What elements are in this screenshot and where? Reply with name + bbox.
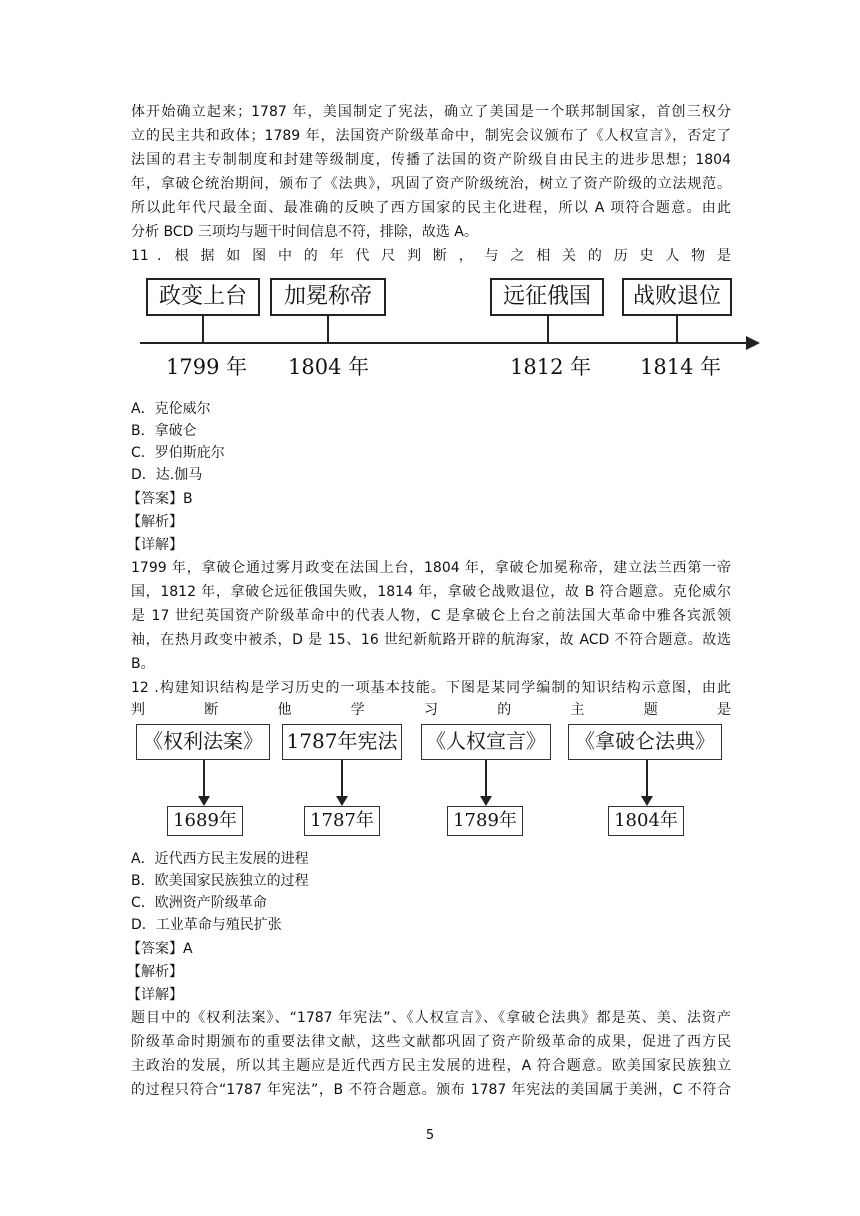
text-line: 年，拿破仑统治期间，颁布了《法典》，巩固了资产阶级统治，树立了资产阶级的立法规范。 xyxy=(131,176,731,192)
answer-label: 【答案】B xyxy=(127,491,193,507)
timeline-stem xyxy=(676,316,678,342)
timeline-axis xyxy=(140,342,748,344)
timeline-stem xyxy=(327,316,329,342)
analysis-label: 【解析】 xyxy=(127,964,183,980)
document-box: 1787年宪法 xyxy=(282,724,402,760)
option-d: D．达.伽马 xyxy=(131,467,203,483)
text-line: 立的民主共和政体；1789 年，法国资产阶级革命中，制宪会议颁布了《人权宣言》，否定了 xyxy=(131,128,731,144)
timeline-figure xyxy=(140,272,770,392)
detail-label: 【详解】 xyxy=(127,537,183,553)
option-b: B．拿破仑 xyxy=(131,423,197,439)
option-c: C．欧洲资产阶级革命 xyxy=(131,895,267,911)
text-line: 所以此年代尺最全面、最准确的反映了西方国家的民主化进程，所以 A 项符合题意。由此 xyxy=(131,200,731,216)
document-box: 《权利法案》 xyxy=(136,724,270,760)
option-b: B．欧美国家民族独立的过程 xyxy=(131,873,309,889)
timeline-year: 1814 年 xyxy=(640,355,722,379)
timeline-event: 加冕称帝 xyxy=(270,278,386,316)
timeline-event: 远征俄国 xyxy=(490,278,604,316)
text-line: B。 xyxy=(131,656,155,672)
year-box: 1789年 xyxy=(447,806,523,836)
question-12-stem: 12 .构建知识结构是学习历史的一项基本技能。下图是某同学编制的知识结构示意图，由此 xyxy=(131,680,731,696)
text-line: 国，1812 年，拿破仑远征俄国失败，1814 年，拿破仑战败退位，故 B 符合题意。克伦威尔 xyxy=(131,584,731,600)
question-11-stem: 11 ．根 据 如 图 中 的 年 代 尺 判 断 ， 与 之 相 关 的 历 史 人 物 是 xyxy=(131,248,731,264)
text-line: 是 17 世纪英国资产阶级革命中的代表人物，C 是拿破仑上台之前法国大革命中雅各宾派领 xyxy=(131,608,731,624)
document-box: 《人权宣言》 xyxy=(421,724,551,760)
timeline-year: 1804 年 xyxy=(288,355,370,379)
timeline-stem xyxy=(202,316,204,342)
answer-label: 【答案】A xyxy=(127,941,193,957)
year-box: 1804年 xyxy=(608,806,684,836)
text-line: 袖，在热月政变中被杀，D 是 15、16 世纪新航路开辟的航海家，故 ACD 不符合题意。故选 xyxy=(131,632,731,648)
text-line: 的过程只符合“1787 年宪法”，B 不符合题意。颁布 1787 年宪法的美国属于美洲，C 不符合 xyxy=(131,1082,731,1098)
connector-line xyxy=(485,760,487,798)
year-box: 1689年 xyxy=(167,806,243,836)
detail-label: 【详解】 xyxy=(127,987,183,1003)
analysis-label: 【解析】 xyxy=(127,514,183,530)
timeline-event: 政变上台 xyxy=(146,278,260,316)
connector-line xyxy=(203,760,205,798)
year-box: 1787年 xyxy=(304,806,380,836)
page-number: 5 xyxy=(425,1128,435,1143)
document-box: 《拿破仑法典》 xyxy=(568,724,722,760)
option-a: A．克伦威尔 xyxy=(131,401,211,417)
arrow-right-icon xyxy=(746,336,760,350)
text-line: 法国的君主专制制度和封建等级制度，传播了法国的资产阶级自由民主的进步思想；1804 xyxy=(131,152,731,168)
timeline-event: 战败退位 xyxy=(622,278,732,316)
text-line: 分析 BCD 三项均与题干时间信息不符，排除，故选 A。 xyxy=(131,224,478,240)
arrow-down-icon xyxy=(641,796,653,806)
timeline-year: 1812 年 xyxy=(510,355,592,379)
timeline-year: 1799 年 xyxy=(166,355,248,379)
option-d: D．工业革命与殖民扩张 xyxy=(131,917,282,933)
timeline-stem xyxy=(547,316,549,342)
text-line: 体开始确立起来；1787 年，美国制定了宪法，确立了美国是一个联邦制国家，首创三权分 xyxy=(131,104,731,120)
text-line: 阶级革命时期颁布的重要法律文献，这些文献都巩固了资产阶级革命的成果，促进了西方民 xyxy=(131,1034,731,1050)
arrow-down-icon xyxy=(336,796,348,806)
connector-line xyxy=(646,760,648,798)
question-12-stem: 判 断 他 学 习 的 主 题 是 xyxy=(131,702,731,718)
knowledge-structure-figure xyxy=(136,724,736,844)
connector-line xyxy=(341,760,343,798)
text-line: 主政治的发展，所以其主题应是近代西方民主发展的进程，A 符合题意。欧美国家民族独立 xyxy=(131,1058,731,1074)
arrow-down-icon xyxy=(480,796,492,806)
text-line: 1799 年，拿破仑通过雾月政变在法国上台，1804 年，拿破仑加冕称帝，建立法兰西第一帝 xyxy=(131,560,731,576)
option-a: A．近代西方民主发展的进程 xyxy=(131,851,309,867)
text-line: 题目中的《权利法案》、“1787 年宪法”、《人权宣言》、《拿破仑法典》都是英、美、法资产 xyxy=(131,1010,731,1026)
option-c: C．罗伯斯庇尔 xyxy=(131,445,225,461)
arrow-down-icon xyxy=(198,796,210,806)
